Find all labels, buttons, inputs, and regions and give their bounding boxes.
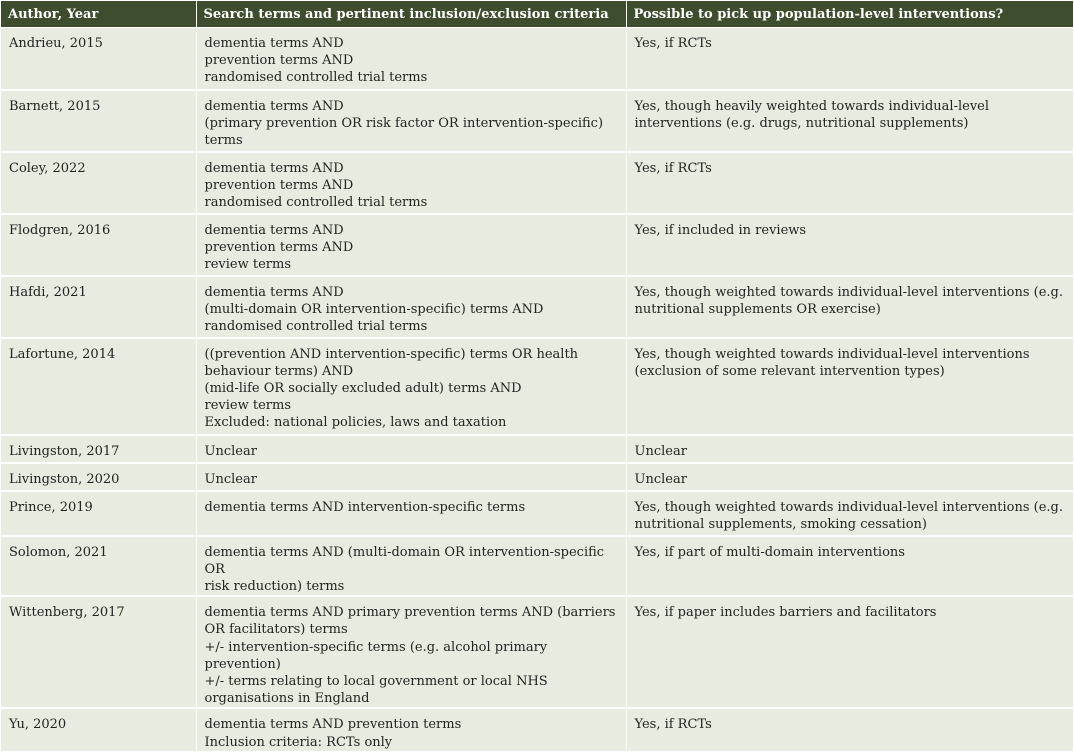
table-row <box>1 28 1073 90</box>
header-population-level: Possible to pick up population-level interventions? <box>626 1 1073 28</box>
search-terms-cell: dementia terms AND prevention terms AND review terms <box>196 214 626 276</box>
population-level-cell: Yes, if RCTs <box>626 152 1073 214</box>
search-terms-cell: Unclear <box>196 435 626 463</box>
search-terms-cell: Unclear <box>196 463 626 491</box>
author-cell: Hafdi, 2021 <box>1 276 196 338</box>
table-row <box>1 596 1073 708</box>
author-cell: Livingston, 2020 <box>1 463 196 491</box>
population-level-cell: Unclear <box>626 463 1073 491</box>
population-level-cell: Yes, though weighted towards individual-level interventions (exclusion of some relevant intervention types) <box>626 338 1073 435</box>
table-row <box>1 708 1073 751</box>
header-row <box>1 1 1073 28</box>
search-terms-cell: dementia terms AND intervention-specific terms <box>196 491 626 536</box>
table-row <box>1 338 1073 435</box>
author-cell: Lafortune, 2014 <box>1 338 196 435</box>
table-row <box>1 90 1073 152</box>
header-author-year: Author, Year <box>1 1 196 28</box>
author-cell: Barnett, 2015 <box>1 90 196 152</box>
search-terms-cell: ((prevention AND intervention-specific) terms OR health behaviour terms) AND (mid-life OR socially excluded adult) terms AND review terms Excluded: national policies, laws and taxation <box>196 338 626 435</box>
author-cell: Wittenberg, 2017 <box>1 596 196 708</box>
population-level-cell: Yes, though weighted towards individual-level interventions (e.g. nutritional supplements OR exercise) <box>626 276 1073 338</box>
author-cell: Yu, 2020 <box>1 708 196 751</box>
table-row <box>1 435 1073 463</box>
author-cell: Solomon, 2021 <box>1 536 196 597</box>
author-cell: Andrieu, 2015 <box>1 28 196 90</box>
population-level-cell: Yes, if RCTs <box>626 28 1073 90</box>
search-terms-cell: dementia terms AND prevention terms AND randomised controlled trial terms <box>196 152 626 214</box>
population-level-cell: Unclear <box>626 435 1073 463</box>
table-row <box>1 276 1073 338</box>
search-terms-cell: dementia terms AND primary prevention terms AND (barriers OR facilitators) terms +/- intervention-specific terms (e.g. alcohol primary prevention) +/- terms relating to local government or local NHS organisations in England <box>196 596 626 708</box>
search-terms-cell: dementia terms AND prevention terms AND randomised controlled trial terms <box>196 28 626 90</box>
population-level-cell: Yes, though heavily weighted towards individual-level interventions (e.g. drugs, nutritional supplements) <box>626 90 1073 152</box>
population-level-cell: Yes, if part of multi-domain interventions <box>626 536 1073 597</box>
table-row <box>1 463 1073 491</box>
search-terms-cell: dementia terms AND (primary prevention OR risk factor OR intervention-specific) terms <box>196 90 626 152</box>
search-terms-cell: dementia terms AND (multi-domain OR intervention-specific) terms AND randomised controlled trial terms <box>196 276 626 338</box>
population-level-cell: Yes, if paper includes barriers and facilitators <box>626 596 1073 708</box>
author-cell: Coley, 2022 <box>1 152 196 214</box>
author-cell: Flodgren, 2016 <box>1 214 196 276</box>
search-terms-cell: dementia terms AND prevention terms Inclusion criteria: RCTs only <box>196 708 626 751</box>
population-level-cell: Yes, if included in reviews <box>626 214 1073 276</box>
population-level-cell: Yes, if RCTs <box>626 708 1073 751</box>
population-level-cell: Yes, though weighted towards individual-level interventions (e.g. nutritional supplements, smoking cessation) <box>626 491 1073 536</box>
table-row <box>1 536 1073 597</box>
table-row <box>1 214 1073 276</box>
author-cell: Livingston, 2017 <box>1 435 196 463</box>
author-cell: Prince, 2019 <box>1 491 196 536</box>
header-search-terms: Search terms and pertinent inclusion/exclusion criteria <box>196 1 626 28</box>
review-search-strategies-table <box>1 1 1073 753</box>
table-row <box>1 152 1073 214</box>
table-row <box>1 491 1073 536</box>
search-terms-cell: dementia terms AND (multi-domain OR intervention-specific OR risk reduction) terms <box>196 536 626 597</box>
